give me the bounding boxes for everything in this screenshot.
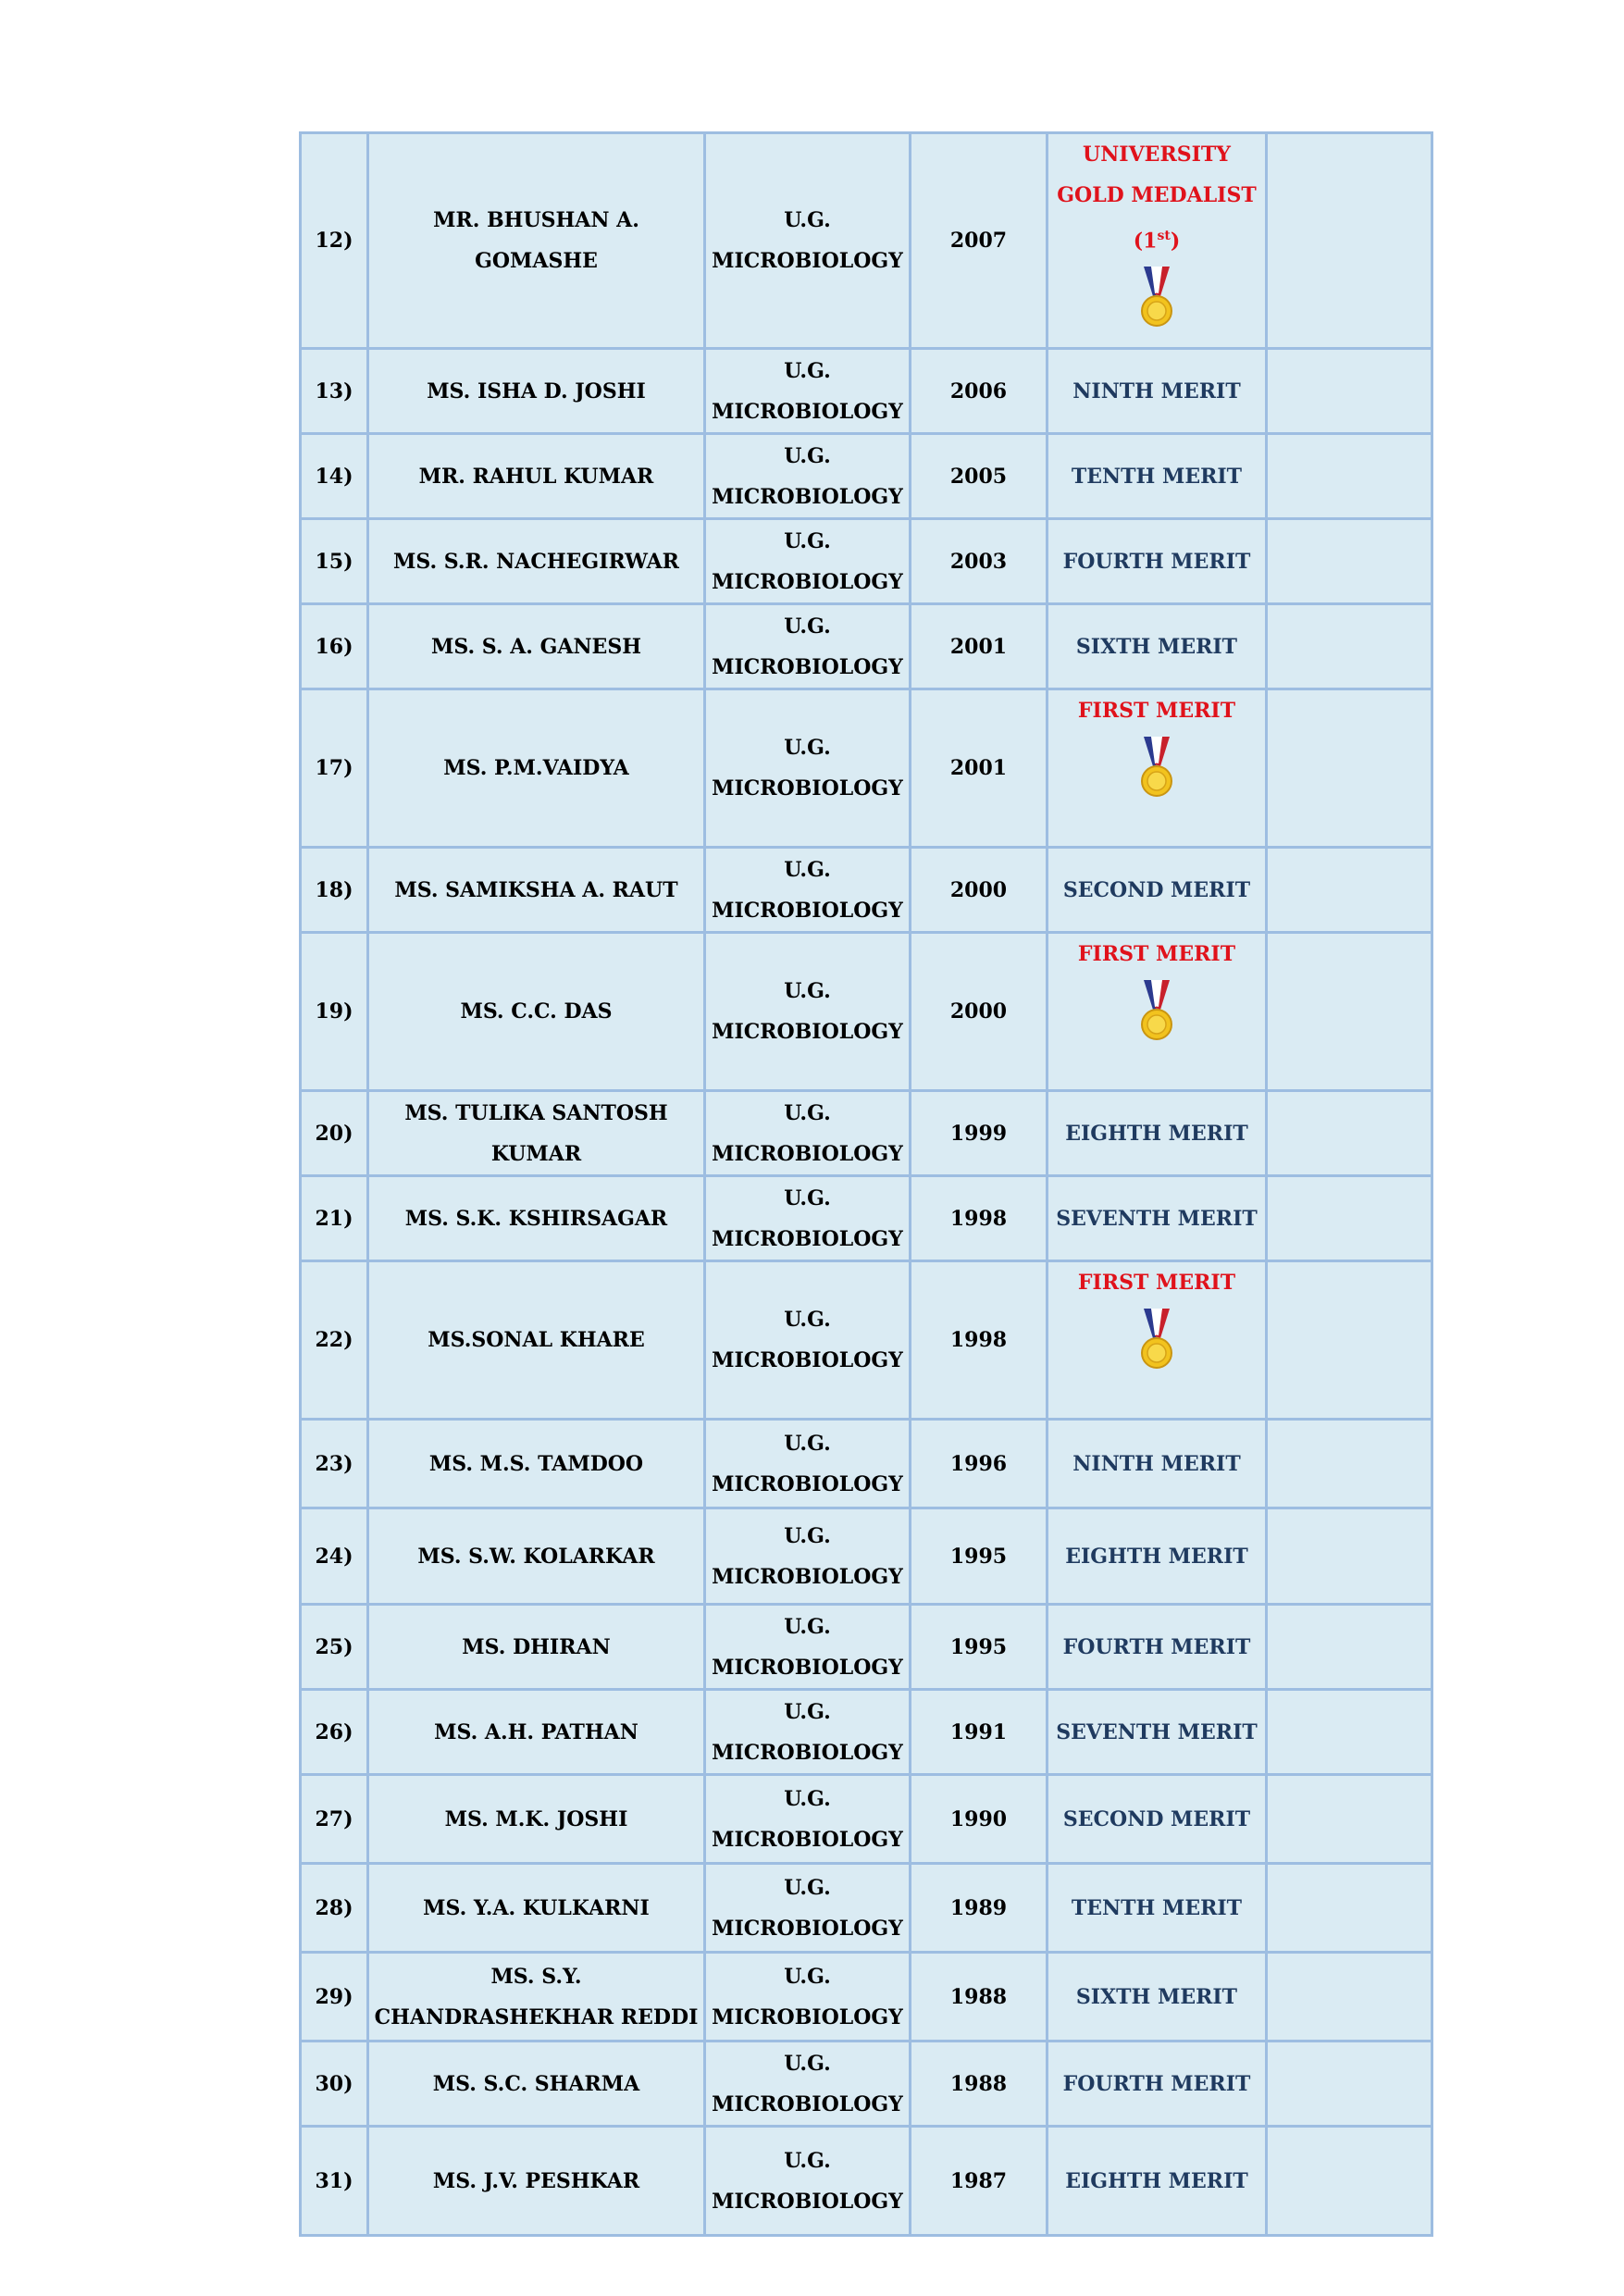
- serial-number-cell: [301, 1176, 368, 1261]
- serial-number: 22): [315, 1328, 353, 1352]
- course-level: U.G.: [784, 443, 831, 468]
- course-level: U.G.: [784, 2148, 831, 2173]
- year-cell: [911, 519, 1048, 604]
- merit-rank: SIXTH MERIT: [1075, 1984, 1238, 2009]
- serial-number: 23): [315, 1451, 353, 1476]
- empty-cell: [1267, 519, 1432, 604]
- merit-line: [1052, 216, 1261, 261]
- year: 1990: [949, 1806, 1008, 1831]
- table-row: [301, 519, 1432, 604]
- student-name-cell: [368, 1508, 705, 1605]
- year: 1995: [949, 1634, 1008, 1659]
- course-level: U.G.: [784, 1523, 831, 1548]
- course-subject: MICROBIOLOGY: [712, 569, 903, 594]
- year: 2001: [949, 756, 1008, 780]
- course-level: U.G.: [784, 857, 831, 882]
- year-cell: [911, 604, 1048, 689]
- serial-number: 30): [315, 2071, 353, 2096]
- empty-cell: [1267, 1953, 1432, 2042]
- merit-cell: [1048, 1690, 1267, 1775]
- serial-number: 12): [315, 229, 353, 253]
- course-level: U.G.: [784, 208, 831, 232]
- gold-medal-icon: [1136, 735, 1177, 801]
- merit-line: GOLD MEDALIST: [1057, 183, 1257, 207]
- merit-rank-suffix: st: [1157, 229, 1171, 243]
- table-row: [301, 133, 1432, 349]
- course-level: U.G.: [784, 614, 831, 639]
- year: 1996: [949, 1451, 1008, 1476]
- student-name: MS. A.H. PATHAN: [434, 1719, 638, 1744]
- merit-rank: NINTH MERIT: [1072, 379, 1241, 403]
- merit-cell: [1048, 2127, 1267, 2236]
- course-subject: MICROBIOLOGY: [712, 1020, 903, 1044]
- student-name: MS. C.C. DAS: [460, 999, 613, 1024]
- student-name-cell: [368, 2042, 705, 2127]
- student-name: MS. M.K. JOSHI: [444, 1806, 628, 1831]
- merit-cell: [1048, 1420, 1267, 1508]
- serial-number: 16): [315, 634, 353, 659]
- student-name-cell: [368, 133, 705, 349]
- year-cell: [911, 2042, 1048, 2127]
- empty-cell: [1267, 1420, 1432, 1508]
- serial-number-cell: [301, 349, 368, 434]
- serial-number: 14): [315, 464, 353, 489]
- serial-number: 26): [315, 1719, 353, 1744]
- merit-cell: [1048, 349, 1267, 434]
- student-name: MS. S.W. KOLARKAR: [417, 1544, 655, 1569]
- course-cell: [705, 1420, 911, 1508]
- student-name: MS. S.C. SHARMA: [432, 2071, 640, 2096]
- merit-rank-open: (1: [1133, 229, 1158, 254]
- student-name-cell: [368, 604, 705, 689]
- year-cell: [911, 848, 1048, 933]
- year-cell: [911, 133, 1048, 349]
- student-name: MS. SAMIKSHA A. RAUT: [394, 877, 678, 902]
- student-name: MR. RAHUL KUMAR: [418, 464, 654, 489]
- serial-number-cell: [301, 1953, 368, 2042]
- merit-cell: [1048, 1775, 1267, 1864]
- course-level: U.G.: [784, 358, 831, 383]
- course-cell: [705, 1953, 911, 2042]
- course-level: U.G.: [784, 528, 831, 553]
- empty-cell: [1267, 1091, 1432, 1176]
- course-level: U.G.: [784, 1699, 831, 1724]
- merit-rank: TENTH MERIT: [1071, 464, 1243, 489]
- table-row: [301, 1091, 1432, 1176]
- empty-cell: [1267, 133, 1432, 349]
- student-name-cell: [368, 1953, 705, 2042]
- year: 2006: [949, 379, 1008, 403]
- course-subject: MICROBIOLOGY: [712, 1655, 903, 1680]
- serial-number-cell: [301, 689, 368, 848]
- gold-medal-icon: [1136, 265, 1177, 331]
- serial-number: 24): [315, 1544, 353, 1569]
- student-name: MS. S.R. NACHEGIRWAR: [393, 549, 679, 574]
- student-name-cell: [368, 1261, 705, 1420]
- student-name: MS. S.Y. CHANDRASHEKHAR REDDI: [374, 1964, 699, 2029]
- merit-rank: FIRST MERIT: [1077, 699, 1236, 723]
- year-cell: [911, 349, 1048, 434]
- year: 1989: [949, 1895, 1008, 1920]
- merit-table-body: [301, 133, 1432, 2236]
- serial-number: 29): [315, 1984, 353, 2009]
- course-cell: [705, 1508, 911, 1605]
- course-level: U.G.: [784, 979, 831, 1003]
- table-row: [301, 1605, 1432, 1690]
- year-cell: [911, 1864, 1048, 1953]
- course-cell: [705, 349, 911, 434]
- merit-rank: TENTH MERIT: [1071, 1895, 1243, 1920]
- year-cell: [911, 1690, 1048, 1775]
- year: 1998: [949, 1206, 1008, 1231]
- year: 2001: [949, 634, 1008, 659]
- serial-number: 15): [315, 549, 353, 574]
- table-row: [301, 604, 1432, 689]
- table-row: [301, 933, 1432, 1091]
- course-subject: MICROBIOLOGY: [712, 1226, 903, 1251]
- course-level: U.G.: [784, 1308, 831, 1332]
- course-subject: MICROBIOLOGY: [712, 249, 903, 273]
- student-name-cell: [368, 1690, 705, 1775]
- table-row: [301, 2127, 1432, 2236]
- year: 1995: [949, 1544, 1008, 1569]
- serial-number-cell: [301, 2127, 368, 2236]
- merit-cell: [1048, 1091, 1267, 1176]
- merit-cell: [1048, 933, 1267, 1091]
- course-cell: [705, 1261, 911, 1420]
- student-name-cell: [368, 1420, 705, 1508]
- empty-cell: [1267, 1690, 1432, 1775]
- table-row: [301, 1176, 1432, 1261]
- empty-cell: [1267, 434, 1432, 519]
- merit-rank: FIRST MERIT: [1077, 1271, 1236, 1295]
- course-level: U.G.: [784, 736, 831, 760]
- year: 1988: [949, 2071, 1008, 2096]
- serial-number-cell: [301, 1091, 368, 1176]
- course-cell: [705, 1864, 911, 1953]
- serial-number: 27): [315, 1806, 353, 1831]
- student-name: MS. S. A. GANESH: [431, 634, 641, 659]
- merit-rank: FIRST MERIT: [1077, 942, 1236, 966]
- course-level: U.G.: [784, 1964, 831, 1989]
- student-name-cell: [368, 1605, 705, 1690]
- table-row: [301, 1953, 1432, 2042]
- merit-rank: EIGHTH MERIT: [1065, 1121, 1248, 1146]
- student-name-cell: [368, 1176, 705, 1261]
- student-name-cell: [368, 519, 705, 604]
- serial-number-cell: [301, 434, 368, 519]
- empty-cell: [1267, 1864, 1432, 1953]
- merit-rank: NINTH MERIT: [1072, 1451, 1241, 1476]
- empty-cell: [1267, 848, 1432, 933]
- course-cell: [705, 434, 911, 519]
- student-name-cell: [368, 434, 705, 519]
- serial-number-cell: [301, 1508, 368, 1605]
- course-subject: MICROBIOLOGY: [712, 1141, 903, 1166]
- serial-number-cell: [301, 2042, 368, 2127]
- student-name: MS. TULIKA SANTOSH KUMAR: [404, 1100, 668, 1166]
- merit-cell: [1048, 689, 1267, 848]
- course-subject: MICROBIOLOGY: [712, 654, 903, 679]
- student-name: MS. ISHA D. JOSHI: [427, 379, 646, 403]
- empty-cell: [1267, 2042, 1432, 2127]
- table-row: [301, 848, 1432, 933]
- empty-cell: [1267, 1261, 1432, 1420]
- course-cell: [705, 519, 911, 604]
- empty-cell: [1267, 1775, 1432, 1864]
- student-name: MS. Y.A. KULKARNI: [423, 1895, 650, 1920]
- year-cell: [911, 1176, 1048, 1261]
- merit-rank: FOURTH MERIT: [1062, 549, 1251, 574]
- course-level: U.G.: [784, 1431, 831, 1456]
- student-name-cell: [368, 848, 705, 933]
- serial-number-cell: [301, 1775, 368, 1864]
- table-row: [301, 349, 1432, 434]
- merit-rank: SECOND MERIT: [1062, 1806, 1251, 1831]
- student-name: MS. M.S. TAMDOO: [428, 1451, 644, 1476]
- student-name-cell: [368, 689, 705, 848]
- gold-medal-icon: [1136, 1307, 1177, 1373]
- empty-cell: [1267, 604, 1432, 689]
- empty-cell: [1267, 1176, 1432, 1261]
- empty-cell: [1267, 933, 1432, 1091]
- student-name-cell: [368, 1864, 705, 1953]
- course-subject: MICROBIOLOGY: [712, 1740, 903, 1765]
- student-name-cell: [368, 1775, 705, 1864]
- course-cell: [705, 2042, 911, 2127]
- course-subject: MICROBIOLOGY: [712, 1348, 903, 1372]
- merit-list-table: [299, 131, 1433, 2237]
- student-name-cell: [368, 2127, 705, 2236]
- course-subject: MICROBIOLOGY: [712, 2189, 903, 2214]
- serial-number: 21): [315, 1206, 353, 1231]
- year-cell: [911, 434, 1048, 519]
- course-cell: [705, 1690, 911, 1775]
- course-subject: MICROBIOLOGY: [712, 2004, 903, 2029]
- student-name-cell: [368, 1091, 705, 1176]
- course-level: U.G.: [784, 1875, 831, 1900]
- course-cell: [705, 1605, 911, 1690]
- merit-cell: [1048, 1953, 1267, 2042]
- year-cell: [911, 689, 1048, 848]
- merit-rank: SEVENTH MERIT: [1056, 1719, 1258, 1744]
- student-name: MS. DHIRAN: [462, 1634, 611, 1659]
- year-cell: [911, 1775, 1048, 1864]
- empty-cell: [1267, 1605, 1432, 1690]
- student-name: MS.SONAL KHARE: [428, 1328, 645, 1352]
- merit-rank: SECOND MERIT: [1062, 877, 1251, 902]
- student-name: MR. BHUSHAN A. GOMASHE: [433, 208, 639, 273]
- serial-number-cell: [301, 604, 368, 689]
- course-subject: MICROBIOLOGY: [712, 1916, 903, 1941]
- year: 2005: [949, 464, 1008, 489]
- year-cell: [911, 1605, 1048, 1690]
- gold-medal-icon: [1136, 978, 1177, 1045]
- serial-number: 18): [315, 877, 353, 902]
- merit-rank: EIGHTH MERIT: [1065, 1544, 1248, 1569]
- course-cell: [705, 1091, 911, 1176]
- course-subject: MICROBIOLOGY: [712, 1827, 903, 1852]
- table-row: [301, 1261, 1432, 1420]
- course-cell: [705, 933, 911, 1091]
- course-level: U.G.: [784, 1614, 831, 1639]
- student-name-cell: [368, 933, 705, 1091]
- merit-rank-close: ): [1170, 229, 1181, 254]
- course-level: U.G.: [784, 2051, 831, 2076]
- year-cell: [911, 1420, 1048, 1508]
- course-cell: [705, 2127, 911, 2236]
- table-row: [301, 1775, 1432, 1864]
- serial-number: 13): [315, 379, 353, 403]
- serial-number: 19): [315, 999, 353, 1024]
- merit-cell: [1048, 2042, 1267, 2127]
- serial-number: 31): [315, 2168, 353, 2193]
- table-row: [301, 1690, 1432, 1775]
- student-name-cell: [368, 349, 705, 434]
- merit-rank: SIXTH MERIT: [1075, 634, 1238, 659]
- course-cell: [705, 1775, 911, 1864]
- merit-cell: [1048, 604, 1267, 689]
- merit-rank: FOURTH MERIT: [1062, 2071, 1251, 2096]
- year: 1991: [949, 1719, 1008, 1744]
- table-row: [301, 1864, 1432, 1953]
- serial-number-cell: [301, 933, 368, 1091]
- table-row: [301, 1420, 1432, 1508]
- serial-number-cell: [301, 1690, 368, 1775]
- course-cell: [705, 604, 911, 689]
- student-name: MS. J.V. PESHKAR: [432, 2168, 640, 2193]
- year-cell: [911, 1261, 1048, 1420]
- merit-line: UNIVERSITY: [1083, 143, 1231, 167]
- course-cell: [705, 848, 911, 933]
- course-subject: MICROBIOLOGY: [712, 776, 903, 800]
- empty-cell: [1267, 2127, 1432, 2236]
- merit-cell: [1048, 133, 1267, 349]
- serial-number-cell: [301, 133, 368, 349]
- merit-cell: [1048, 848, 1267, 933]
- serial-number-cell: [301, 848, 368, 933]
- merit-cell: [1048, 1261, 1267, 1420]
- course-subject: MICROBIOLOGY: [712, 1564, 903, 1589]
- year-cell: [911, 933, 1048, 1091]
- course-cell: [705, 689, 911, 848]
- table-row: [301, 434, 1432, 519]
- year: 2007: [949, 229, 1008, 253]
- year: 2003: [949, 549, 1008, 574]
- merit-cell: [1048, 519, 1267, 604]
- merit-cell: [1048, 1508, 1267, 1605]
- course-cell: [705, 133, 911, 349]
- student-name: MS. P.M.VAIDYA: [443, 756, 629, 780]
- course-subject: MICROBIOLOGY: [712, 484, 903, 509]
- year: 1999: [949, 1121, 1008, 1146]
- course-subject: MICROBIOLOGY: [712, 2091, 903, 2116]
- year-cell: [911, 2127, 1048, 2236]
- course-subject: MICROBIOLOGY: [712, 1471, 903, 1496]
- empty-cell: [1267, 689, 1432, 848]
- serial-number: 25): [315, 1634, 353, 1659]
- course-level: U.G.: [784, 1100, 831, 1125]
- year-cell: [911, 1953, 1048, 2042]
- course-level: U.G.: [784, 1185, 831, 1210]
- student-name: MS. S.K. KSHIRSAGAR: [404, 1206, 668, 1231]
- year: 1988: [949, 1984, 1008, 2009]
- serial-number-cell: [301, 1420, 368, 1508]
- course-cell: [705, 1176, 911, 1261]
- serial-number-cell: [301, 1605, 368, 1690]
- serial-number: 20): [315, 1121, 353, 1146]
- merit-rank: SEVENTH MERIT: [1056, 1206, 1258, 1231]
- year: 1987: [949, 2168, 1008, 2193]
- course-subject: MICROBIOLOGY: [712, 898, 903, 923]
- merit-rank: FOURTH MERIT: [1062, 1634, 1251, 1659]
- table-row: [301, 689, 1432, 848]
- merit-cell: [1048, 1605, 1267, 1690]
- year-cell: [911, 1508, 1048, 1605]
- empty-cell: [1267, 349, 1432, 434]
- course-subject: MICROBIOLOGY: [712, 399, 903, 424]
- merit-rank: EIGHTH MERIT: [1065, 2168, 1248, 2193]
- table-row: [301, 1508, 1432, 1605]
- year: 1998: [949, 1328, 1008, 1352]
- serial-number-cell: [301, 519, 368, 604]
- serial-number-cell: [301, 1261, 368, 1420]
- year: 2000: [949, 999, 1008, 1024]
- table-row: [301, 2042, 1432, 2127]
- empty-cell: [1267, 1508, 1432, 1605]
- serial-number: 17): [315, 756, 353, 780]
- year: 2000: [949, 877, 1008, 902]
- serial-number: 28): [315, 1895, 353, 1920]
- merit-cell: [1048, 434, 1267, 519]
- serial-number-cell: [301, 1864, 368, 1953]
- year-cell: [911, 1091, 1048, 1176]
- merit-cell: [1048, 1864, 1267, 1953]
- course-level: U.G.: [784, 1786, 831, 1811]
- merit-cell: [1048, 1176, 1267, 1261]
